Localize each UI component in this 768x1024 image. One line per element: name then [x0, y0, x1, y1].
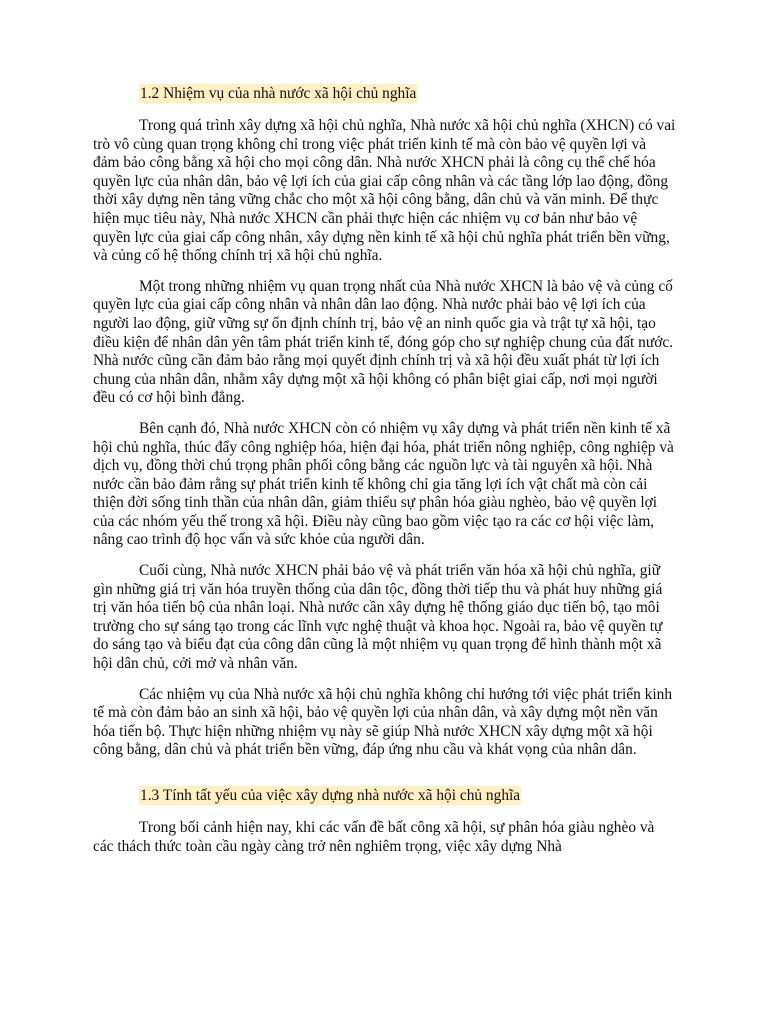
paragraph: Cuối cùng, Nhà nước XHCN phải bảo vệ và phát triển văn hóa xã hội chủ nghĩa, giữ gìn những giá trị văn hóa truyền thống của dân tộc, đồng thời tiếp thu và phát huy những giá trị văn hóa tiến bộ của nhân loại. Nhà nước cần xây dựng hệ thống giáo dục tiến bộ, tạo môi trường cho sự sáng tạo trong các lĩnh vực nghệ thuật và khoa học. Ngoài ra, bảo vệ quyền tự do sáng tạo và biểu đạt của công dân cũng là một nhiệm vụ quan trọng để hình thành một xã hội dân chủ, cởi mở và nhân văn. [93, 562, 663, 673]
paragraph: Trong quá trình xây dựng xã hội chủ nghĩa, Nhà nước xã hội chủ nghĩa (XHCN) có vai trò vô cùng quan trọng không chỉ trong việc phát triển kinh tế mà còn bảo vệ quyền lợi và đảm bảo công bằng xã hội cho mọi công dân. Nhà nước XHCN phải là công cụ thể chế hóa quyền lực của nhân dân, bảo vệ lợi ích của giai cấp công nhân và các tầng lớp lao động, đồng thời xây dựng nền tảng vững chắc cho một xã hội công bằng, dân chủ và văn minh. Để thực hiện mục tiêu này, Nhà nước XHCN cần phải thực hiện các nhiệm vụ cơ bản như bảo vệ quyền lực của giai cấp công nhân, xây dựng nền kinh tế xã hội chủ nghĩa phát triển bền vững, và củng cố hệ thống chính trị xã hội chủ nghĩa. [93, 117, 676, 265]
paragraph: Một trong những nhiệm vụ quan trọng nhất của Nhà nước XHCN là bảo vệ và củng cố quyền lực của giai cấp công nhân và nhân dân lao động. Nhà nước phải bảo vệ lợi ích của người lao động, giữ vững sự ổn định chính trị, bảo vệ an ninh quốc gia và trật tự xã hội, tạo điều kiện để nhân dân yên tâm phát triển kinh tế, đóng góp cho sự nghiệp chung của đất nước. Nhà nước cũng cần đảm bảo rằng mọi quyết định chính trị và xã hội đều xuất phát từ lợi ích chung của nhân dân, nhằm xây dựng một xã hội không có phân biệt giai cấp, nơi mọi người đều có cơ hội bình đẳng. [93, 277, 674, 407]
paragraph: Bên cạnh đó, Nhà nước XHCN còn có nhiệm vụ xây dựng và phát triển nền kinh tế xã hội chủ nghĩa, thúc đẩy công nghiệp hóa, hiện đại hóa, phát triển nông nghiệp, công nghiệp và dịch vụ, đồng thời chú trọng phân phối công bằng các nguồn lực và tài nguyên xã hội. Nhà nước cần bảo đảm rằng sự phát triển kinh tế không chỉ gia tăng lợi ích vật chất mà còn cải thiện đời sống tinh thần của nhân dân, giảm thiểu sự phân hóa giàu nghèo, bảo vệ quyền lợi của các nhóm yếu thế trong xã hội. Điều này cũng bao gồm việc tạo ra các cơ hội việc làm, nâng cao trình độ học vấn và sức khỏe của người dân. [93, 419, 674, 549]
paragraph: Trong bối cảnh hiện nay, khi các vấn đề bất công xã hội, sự phân hóa giàu nghèo và các thách thức toàn cầu ngày càng trở nên nghiêm trọng, việc xây dựng Nhà [93, 819, 655, 855]
section-heading-text: 1.3 Tính tất yếu của việc xây dựng nhà nước xã hội chủ nghĩa [140, 787, 521, 804]
paragraph: Các nhiệm vụ của Nhà nước xã hội chủ nghĩa không chỉ hướng tới việc phát triển kinh tế mà còn đảm bảo an sinh xã hội, bảo vệ quyền lợi của nhân dân, và xây dựng một nền văn hóa tiến bộ. Thực hiện những nhiệm vụ này sẽ giúp Nhà nước XHCN xây dựng một xã hội công bằng, dân chủ và phát triển bền vững, đáp ứng nhu cầu và khát vọng của nhân dân. [93, 685, 673, 759]
section-heading-text: 1.2 Nhiệm vụ của nhà nước xã hội chủ nghĩa [140, 85, 417, 102]
document-page [93, 84, 676, 868]
section-heading-1-2 [139, 84, 676, 103]
section-heading-1-3 [139, 786, 676, 805]
